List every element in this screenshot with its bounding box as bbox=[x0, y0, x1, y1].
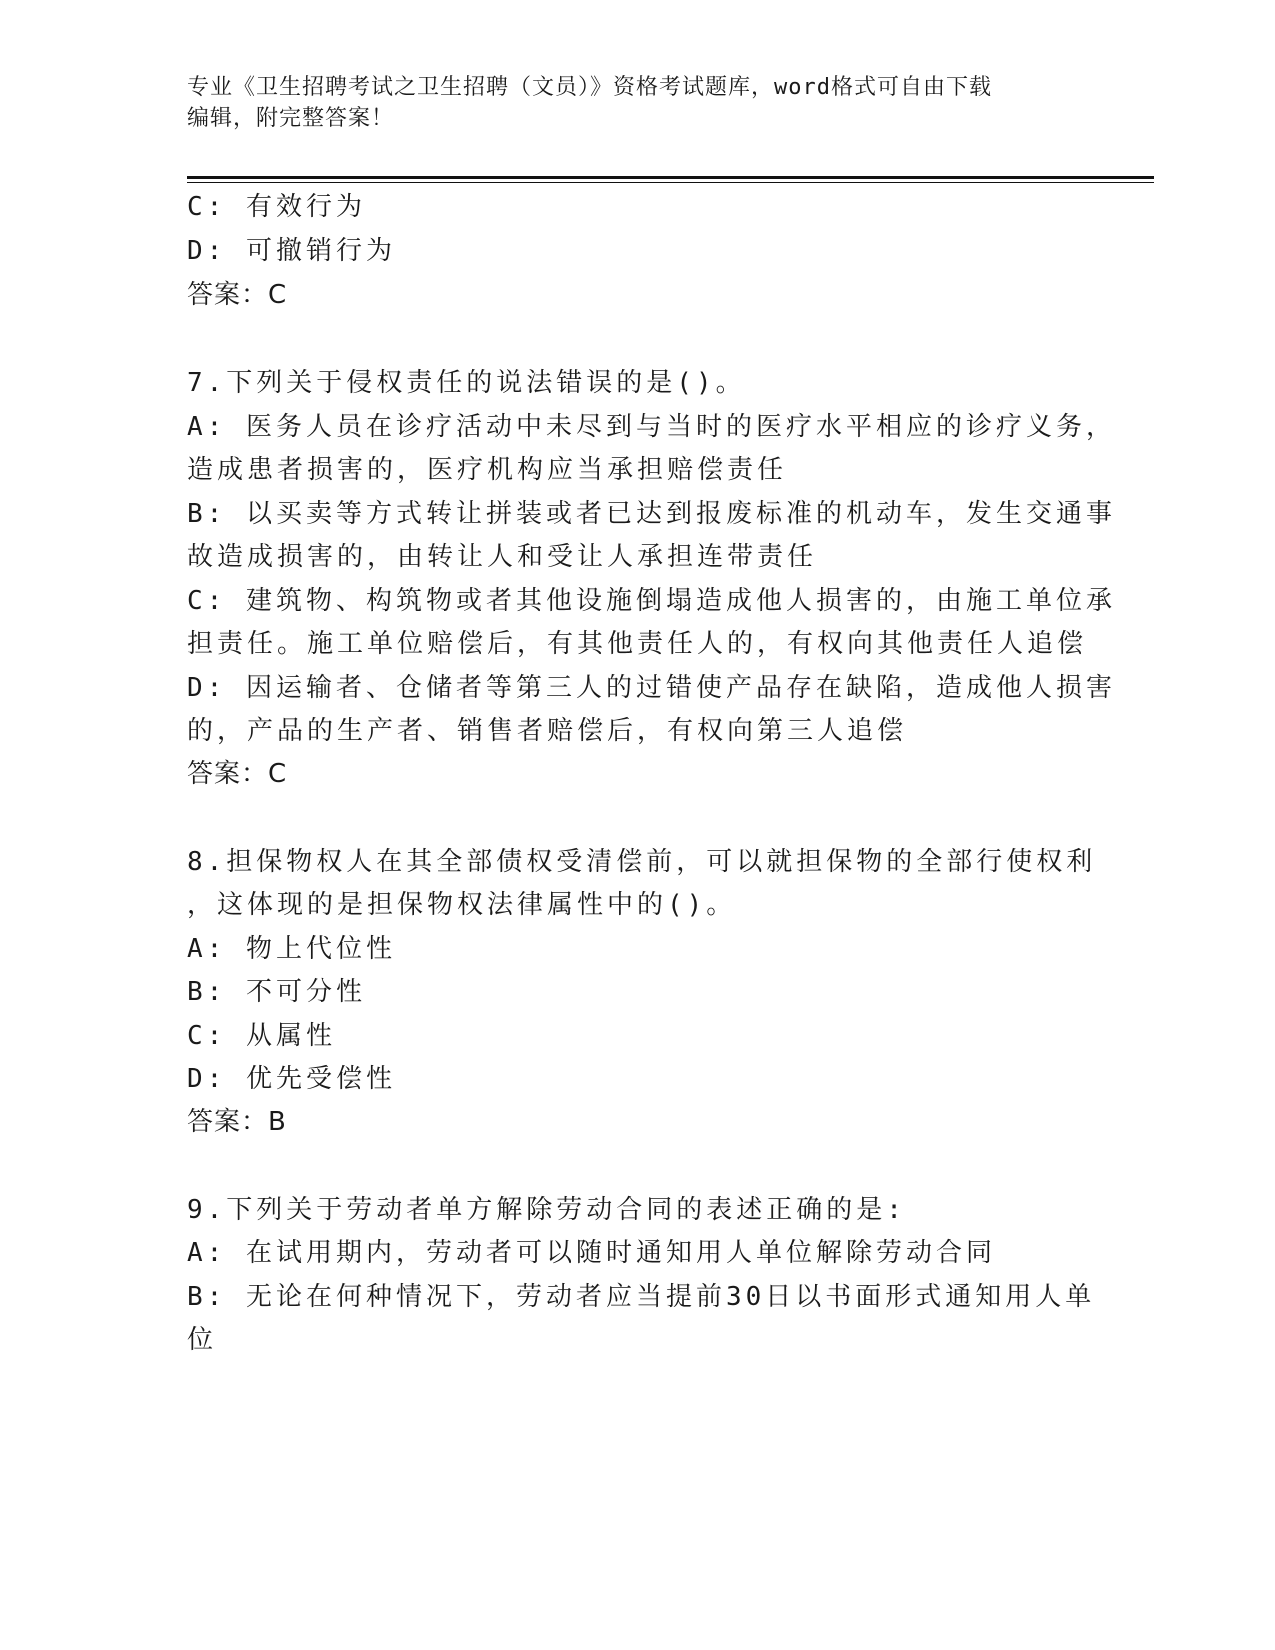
q9-option-b-line-1: B: 无论在何种情况下，劳动者应当提前30日以书面形式通知用人单 bbox=[187, 1282, 1096, 1312]
q9-option-a: A: 在试用期内，劳动者可以随时通知用人单位解除劳动合同 bbox=[187, 1238, 996, 1268]
q7-option-d-line-1: D: 因运输者、仓储者等第三人的过错使产品存在缺陷，造成他人损害 bbox=[187, 673, 1116, 703]
q6-option-d: D: 可撤销行为 bbox=[187, 236, 396, 266]
q8-option-a: A: 物上代位性 bbox=[187, 934, 396, 964]
q7-answer: 答案：C bbox=[187, 759, 288, 789]
q9-option-b-line-2: 位 bbox=[187, 1325, 218, 1355]
document-header bbox=[187, 72, 1067, 134]
q8-option-c: C: 从属性 bbox=[187, 1021, 336, 1051]
header-divider-thick bbox=[187, 176, 1154, 179]
q9-stem: 9.下列关于劳动者单方解除劳动合同的表述正确的是: bbox=[187, 1195, 906, 1225]
q7-option-b-line-2: 故造成损害的，由转让人和受让人承担连带责任 bbox=[187, 542, 818, 572]
q7-option-d-line-2: 的，产品的生产者、销售者赔偿后，有权向第三人追偿 bbox=[187, 716, 908, 746]
q7-option-a-line-2: 造成患者损害的，医疗机构应当承担赔偿责任 bbox=[187, 455, 788, 485]
q7-option-a-line-1: A: 医务人员在诊疗活动中未尽到与当时的医疗水平相应的诊疗义务， bbox=[187, 412, 1116, 442]
header-line-1: 专业《卫生招聘考试之卫生招聘（文员）》资格考试题库，word格式可自由下载 bbox=[187, 75, 992, 100]
q7-stem: 7.下列关于侵权责任的说法错误的是()。 bbox=[187, 368, 746, 398]
q8-stem-line-1: 8.担保物权人在其全部债权受清偿前，可以就担保物的全部行使权利 bbox=[187, 847, 1097, 877]
q7-option-b-line-1: B: 以买卖等方式转让拼装或者已达到报废标准的机动车，发生交通事 bbox=[187, 499, 1116, 529]
header-divider-thin bbox=[187, 182, 1154, 183]
q7-option-c-line-1: C: 建筑物、构筑物或者其他设施倒塌造成他人损害的，由施工单位承 bbox=[187, 586, 1116, 616]
header-line-2: 编辑，附完整答案！ bbox=[187, 106, 395, 131]
q8-stem-line-2: ，这体现的是担保物权法律属性中的()。 bbox=[187, 890, 737, 920]
q8-option-b: B: 不可分性 bbox=[187, 977, 366, 1007]
q6-answer: 答案：C bbox=[187, 280, 288, 310]
q6-option-c: C: 有效行为 bbox=[187, 192, 366, 222]
q8-answer: 答案：B bbox=[187, 1107, 287, 1137]
q8-option-d: D: 优先受偿性 bbox=[187, 1064, 396, 1094]
q7-option-c-line-2: 担责任。施工单位赔偿后，有其他责任人的，有权向其他责任人追偿 bbox=[187, 629, 1088, 659]
